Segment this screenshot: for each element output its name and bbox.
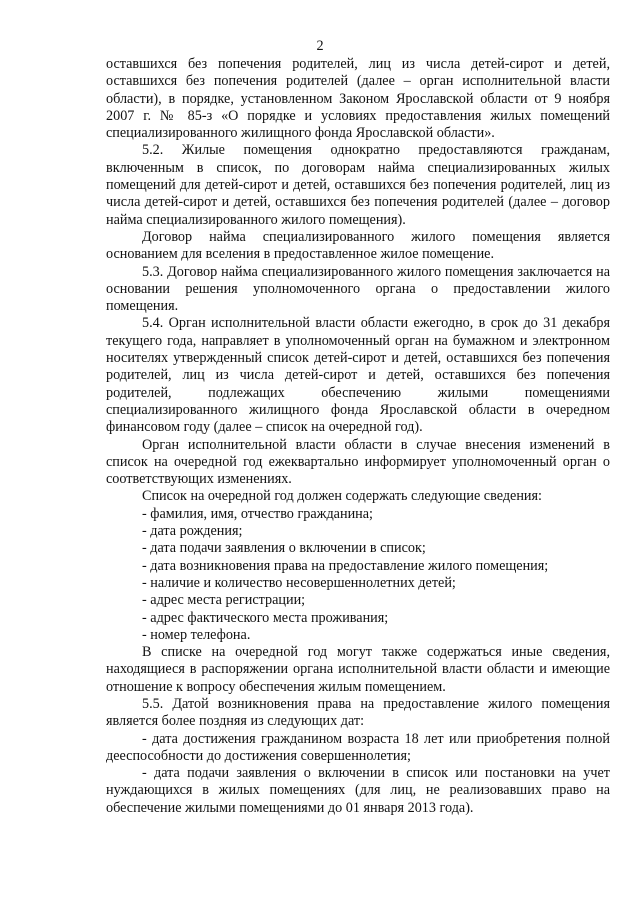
paragraph-5-3: 5.3. Договор найма специализированного жилого помещения заключается на основании решения уполномоченного органа о предоставлении жилого помещения.: [106, 263, 610, 315]
paragraph-list-changes: Орган исполнительной власти области в случае внесения изменений в список на очередной год ежеквартально информирует уполномоченный орган о соответствующих изменениях.: [106, 436, 610, 488]
document-body: [106, 56, 610, 817]
paragraph-5-2: 5.2. Жилые помещения однократно предоставляются гражданам, включенным в список, по договорам найма специализированных жилых помещений для детей-сирот и детей, оставшихся без попечения родителей, лиц из числа детей-сирот и детей, оставшихся без попечения родителей (далее – договор найма специализированного жилого помещения).: [106, 142, 610, 228]
page-number: 2: [316, 38, 324, 54]
list-item: - номер телефона.: [142, 626, 251, 643]
list-item: - наличие и количество несовершеннолетних детей;: [142, 574, 456, 591]
list-item: - дата подачи заявления о включении в список;: [142, 540, 426, 557]
list-item: - дата возникновения права на предоставление жилого помещения;: [142, 557, 549, 574]
paragraph-5-5: 5.5. Датой возникновения права на предоставление жилого помещения является более поздняя из следующих дат:: [106, 695, 610, 730]
list-item: - дата подачи заявления о включении в список или постановки на учет нуждающихся в жилых помещениях (для лиц, не реализовавших право на обеспечение жилыми помещениями до 01 января 2013 года).: [106, 765, 610, 816]
paragraph-5-4: 5.4. Орган исполнительной власти области ежегодно, в срок до 31 декабря текущего года, направляет в уполномоченный орган на бумажном и электронном носителях утвержденный список детей-сирот и детей, оставшихся без попечения родителей, лиц из числа детей-сирот и детей, оставшихся без попечения родителей, подлежащих обеспечению жилыми помещениями специализированного жилищного фонда Ярославской области в очередном финансовом году (далее – список на очередной год).: [106, 315, 610, 436]
paragraph-other-info: В списке на очередной год могут также содержаться иные сведения, находящиеся в распоряжении органа исполнительной власти области и имеющие отношение к вопросу обеспечения жилым помещением.: [106, 644, 610, 695]
list-item: - адрес фактического места проживания;: [142, 609, 389, 626]
paragraph-contract-basis: Договор найма специализированного жилого помещения является основанием для вселения в предоставленное жилое помещение.: [106, 228, 610, 263]
list-item: - фамилия, имя, отчество гражданина;: [142, 505, 373, 522]
paragraph-list-contents: Список на очередной год должен содержать следующие сведения:: [142, 488, 542, 505]
list-item: - дата достижения гражданином возраста 18 лет или приобретения полной дееспособности до достижения совершеннолетия;: [106, 730, 610, 764]
list-item: - адрес места регистрации;: [142, 592, 306, 609]
list-item: - дата рождения;: [142, 523, 243, 540]
paragraph-continuation: оставшихся без попечения родителей, лиц из числа детей-сирот и детей, оставшихся без попечения родителей (далее – орган исполнительной власти области), в порядке, установленном Законом Ярославской области от 9 ноября 2007 г. № 85-з «О порядке и условиях предоставления жилых помещений специализированного жилищного фонда Ярославской области».: [106, 56, 610, 142]
